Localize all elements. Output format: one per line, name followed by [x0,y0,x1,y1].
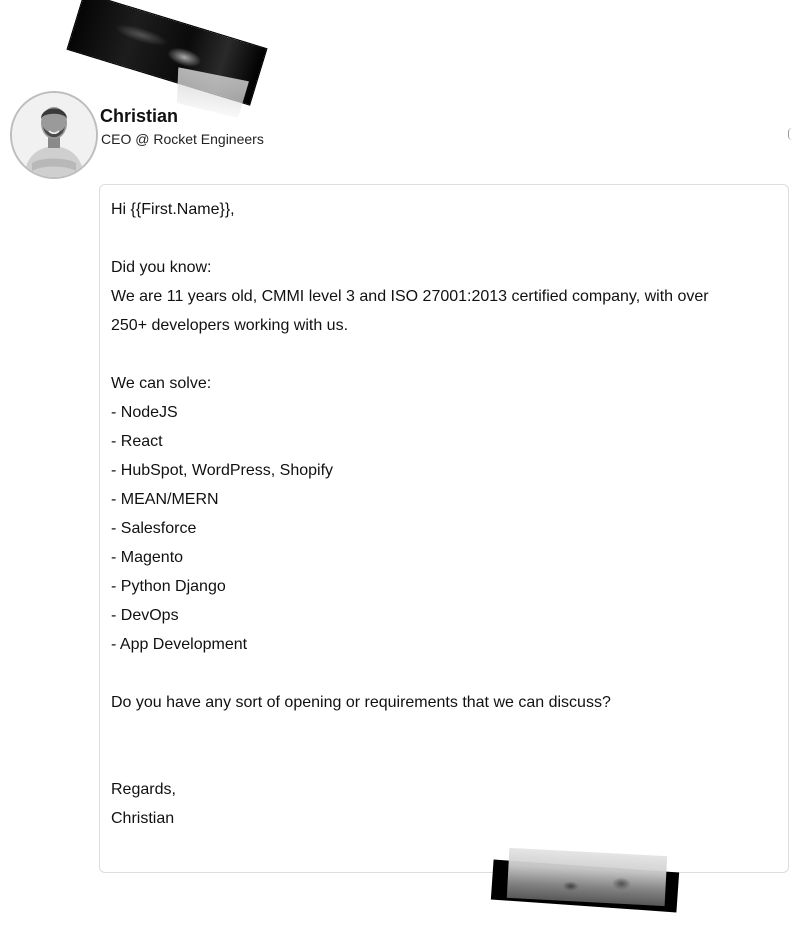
service-item: - MEAN/MERN [111,491,219,508]
message-card [99,184,789,873]
avatar [10,91,98,179]
service-item: - Python Django [111,578,226,595]
person-photo-icon [12,93,96,177]
intro-line: We are 11 years old, CMMI level 3 and ISO 27001:2013 certified company, with over [111,288,709,305]
service-item: - App Development [111,636,248,653]
services-heading: We can solve: [111,375,212,392]
service-item: - React [111,433,163,450]
message-body [111,195,771,833]
intro-line: 250+ developers working with us. [111,317,349,334]
question-line: Do you have any sort of opening or requirements that we can discuss? [111,694,611,711]
service-item: - HubSpot, WordPress, Shopify [111,462,334,479]
sender-name: Christian [100,106,179,126]
blank-line [111,340,771,369]
service-item: - Magento [111,549,184,566]
blank-line [111,224,771,253]
service-item: - Salesforce [111,520,197,537]
signature-line: Christian [111,810,175,827]
sender-title: CEO @ Rocket Engineers [101,131,264,147]
service-item: - NodeJS [111,404,178,421]
decorative-tape-bottom-gloss [507,848,667,906]
blank-line [111,717,771,746]
blank-line [111,659,771,688]
edge-mark [788,128,793,140]
signoff-line: Regards, [111,781,176,798]
greeting-line: Hi {{First.Name}}, [111,201,235,218]
service-item: - DevOps [111,607,179,624]
blank-line [111,746,771,775]
intro-heading: Did you know: [111,259,212,276]
